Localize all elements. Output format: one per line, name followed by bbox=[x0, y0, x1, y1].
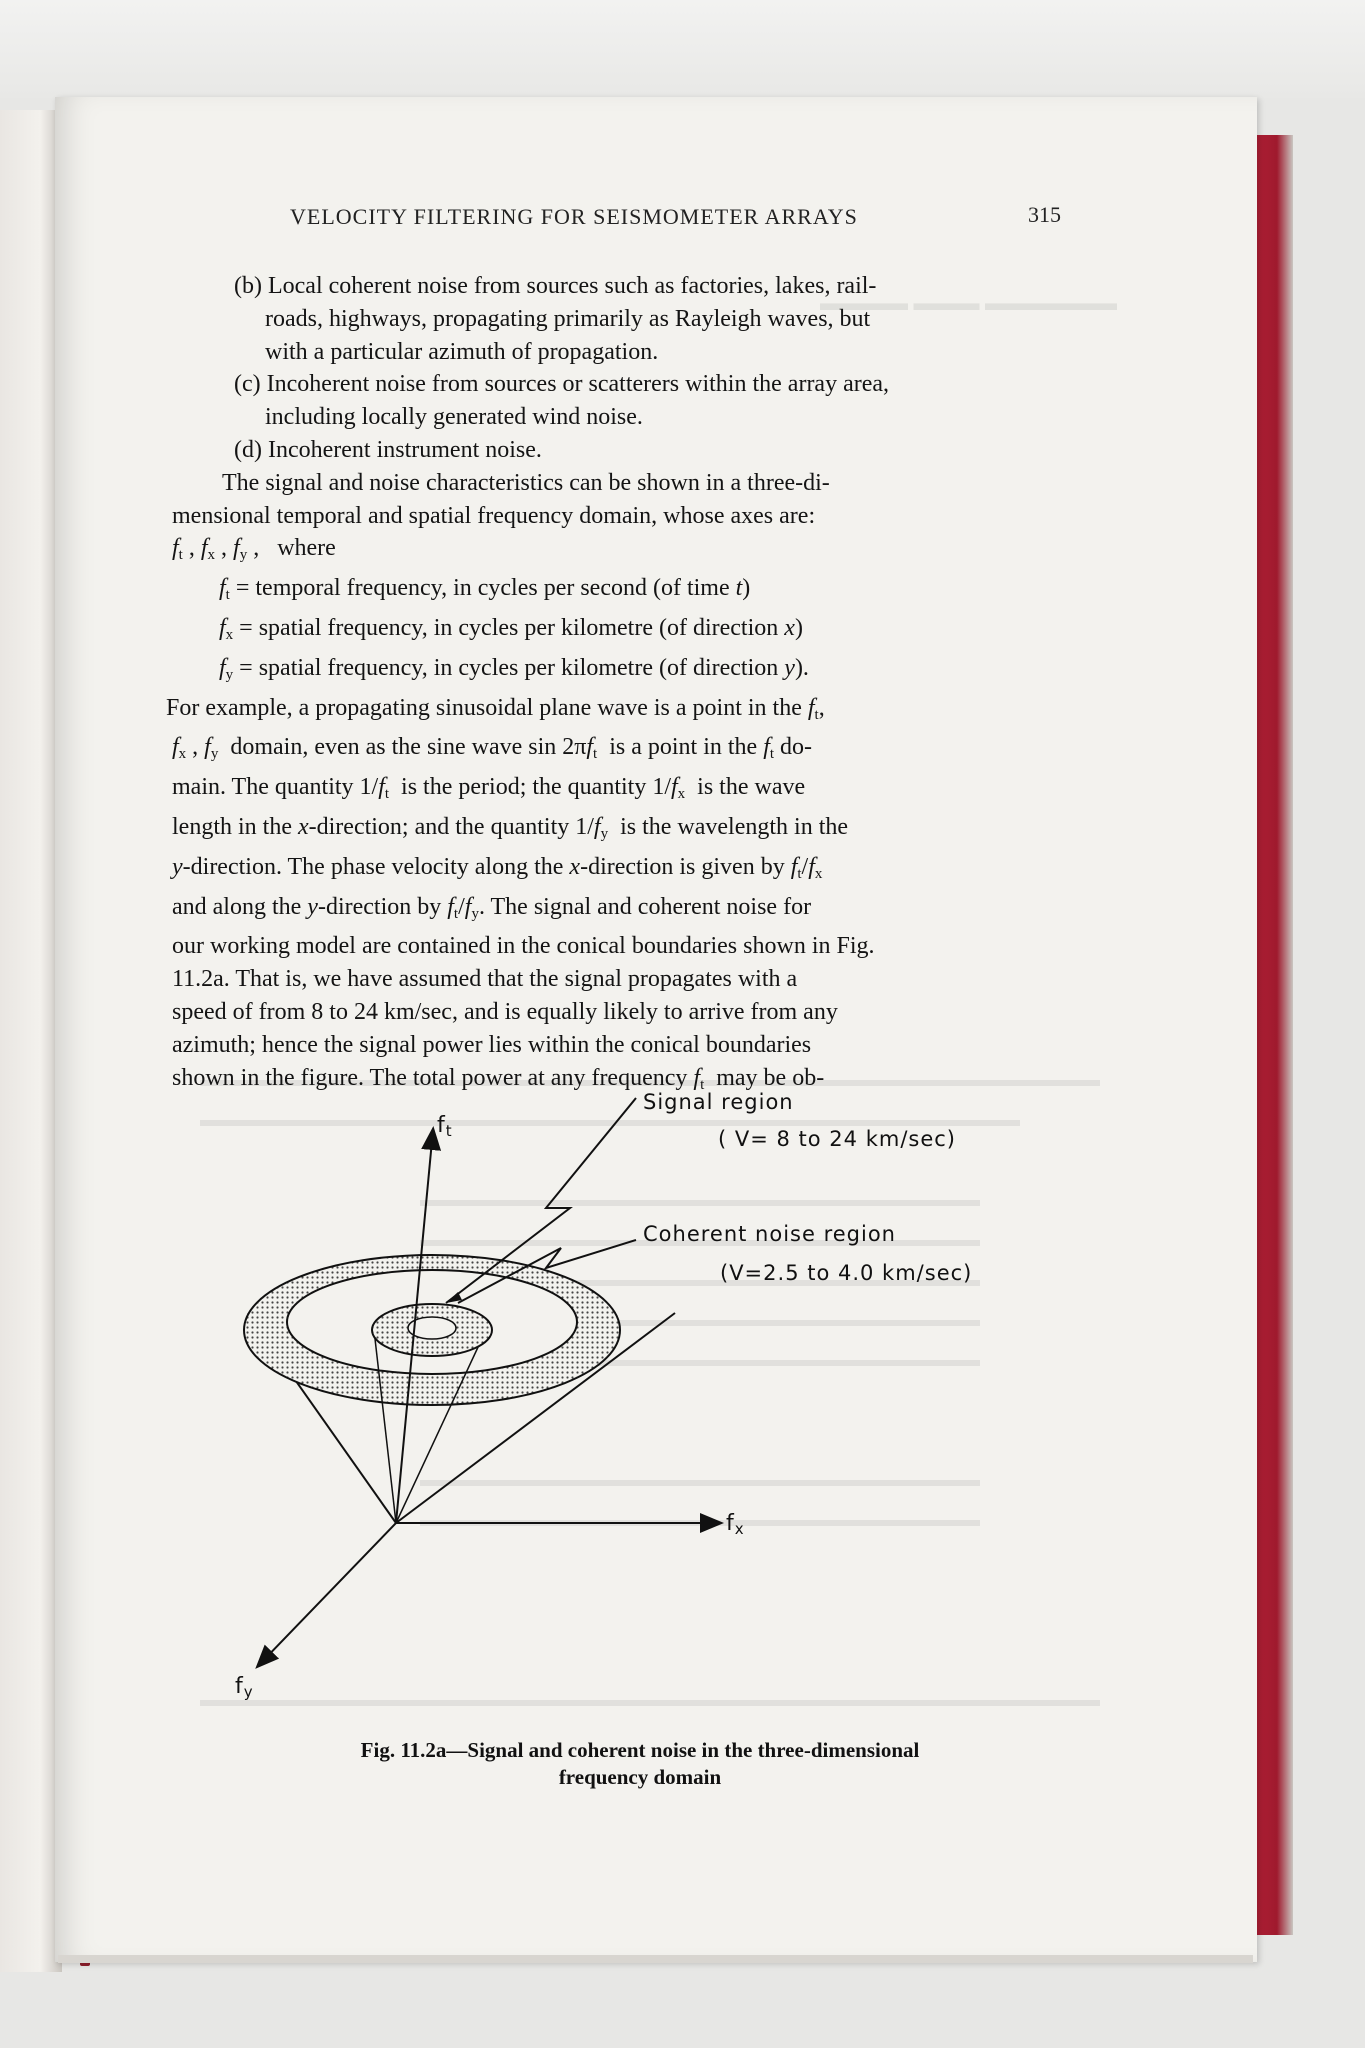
text-fragment: where bbox=[277, 535, 336, 562]
list-text: Incoherent instrument noise. bbox=[267, 436, 542, 463]
text-fragment: is the wave bbox=[697, 774, 806, 801]
text-fragment: shown in the figure. The total power at any frequency bbox=[172, 1064, 688, 1091]
definition-row bbox=[172, 572, 1090, 612]
list-text: Local coherent noise from sources such as factories, lakes, rail- bbox=[267, 273, 877, 299]
text-line: azimuth; hence the signal power lies within the conical boundaries bbox=[172, 1031, 812, 1058]
text-line: For example, a propagating sinusoidal plane wave is a point in the $f_t$, bbox=[166, 694, 825, 723]
list-item bbox=[172, 270, 1090, 368]
text-fragment: and along the bbox=[172, 893, 302, 920]
text-fragment: length in the bbox=[172, 813, 292, 840]
text-fragment: main. The quantity 1/ bbox=[172, 774, 379, 801]
list-text: roads, highways, propagating primarily as Rayleigh waves, but bbox=[265, 305, 871, 332]
text-line: main. The quantity $1/f_t$ is the period; the quantity $1/f_x$ is the wave bbox=[172, 774, 806, 803]
text-fragment: is a point in the bbox=[609, 734, 758, 761]
list-label: (c) bbox=[234, 371, 261, 398]
left-page-edge bbox=[0, 110, 62, 1972]
noise-velocity-range: (V=2.5 to 4.0 km/sec) bbox=[720, 1261, 973, 1285]
text-line: shown in the figure. The total power at any frequency $f_t$ may be ob- bbox=[172, 1064, 825, 1093]
list-label: (d) bbox=[234, 436, 262, 463]
caption-line: frequency domain bbox=[558, 1765, 722, 1789]
text-line: length in the x-direction; and the quantity $1/f_y$ is the wavelength in the bbox=[172, 813, 849, 842]
definition-text: = temporal frequency, in cycles per second (of time bbox=[235, 575, 736, 602]
variable: x bbox=[784, 614, 795, 641]
signal-velocity-range: ( V= 8 to 24 km/sec) bbox=[718, 1127, 956, 1151]
definition-text: = spatial frequency, in cycles per kilometre (of direction bbox=[239, 614, 785, 641]
text-fragment: -direction. The phase velocity along the bbox=[182, 853, 564, 880]
text-line: our working model are contained in the conical boundaries shown in Fig. bbox=[172, 933, 875, 960]
list-item bbox=[172, 368, 1090, 434]
text-fragment: ). bbox=[794, 654, 809, 681]
symbol: f bbox=[219, 614, 226, 641]
text-fragment: For example, a propagating sinusoidal plane wave is a point in the bbox=[166, 694, 802, 721]
symbol-sub: y bbox=[225, 666, 234, 683]
fy-axis-label: $f_y$ bbox=[235, 1674, 254, 1701]
body-text bbox=[166, 270, 1090, 1101]
text-line: 11.2a. That is, we have assumed that the signal propagates with a bbox=[172, 966, 798, 993]
text-fragment: -direction; and the quantity 1/ bbox=[308, 813, 594, 840]
text-fragment: domain, even as the sine wave sin 2π bbox=[230, 734, 587, 761]
caption-line: Fig. 11.2a—Signal and coherent noise in the three-dimensional bbox=[360, 1738, 920, 1762]
text-fragment: do- bbox=[780, 734, 813, 761]
text-fragment: ) bbox=[742, 575, 751, 602]
text-line: speed of from 8 to 24 km/sec, and is equally likely to arrive from any bbox=[172, 998, 838, 1025]
text-fragment: ) bbox=[794, 614, 803, 641]
symbol-sub: t bbox=[225, 587, 230, 604]
text-fragment: -direction is given by bbox=[580, 853, 785, 880]
symbol: f bbox=[219, 575, 226, 602]
signal-region-label: Signal region bbox=[643, 1090, 794, 1114]
text-fragment: may be ob- bbox=[716, 1064, 825, 1091]
ft-axis-label: $f_t$ bbox=[437, 1113, 453, 1140]
text-fragment: is the period; the quantity 1/ bbox=[401, 774, 671, 801]
text-fragment: is the wavelength in the bbox=[620, 813, 849, 840]
variable: y bbox=[784, 654, 795, 681]
text-line: The signal and noise characteristics can be shown in a three-di- bbox=[222, 469, 830, 496]
text-line: y-direction. The phase velocity along the x-direction is given by $f_t/f_x$ bbox=[172, 853, 823, 882]
definition-text: = spatial frequency, in cycles per kilometre (of direction bbox=[239, 654, 785, 681]
variable: t bbox=[735, 575, 743, 602]
background-top bbox=[0, 0, 1365, 98]
running-title: VELOCITY FILTERING FOR SEISMOMETER ARRAYS bbox=[290, 204, 858, 229]
definition-row bbox=[172, 652, 1090, 692]
paragraph bbox=[172, 467, 1090, 500]
list-item bbox=[172, 434, 1090, 467]
page-number: 315 bbox=[1028, 202, 1061, 227]
text-line: and along the y-direction by $f_t/f_y$. The signal and coherent noise for bbox=[172, 893, 812, 922]
list-text: Incoherent noise from sources or scatterers within the array area, bbox=[266, 371, 890, 398]
noise-region-label: Coherent noise region bbox=[643, 1222, 896, 1246]
figure-caption bbox=[260, 1737, 1020, 1791]
list-text: including locally generated wind noise. bbox=[265, 404, 643, 431]
symbol: f bbox=[219, 654, 226, 681]
text-line: $f_t$ , $f_x$ , $f_y$ , where bbox=[172, 535, 336, 564]
text-fragment: . The signal and coherent noise for bbox=[478, 893, 812, 920]
fx-axis-label: $f_x$ bbox=[726, 1511, 745, 1538]
definition-row bbox=[172, 612, 1090, 652]
symbol-sub: x bbox=[225, 626, 234, 643]
page-stack-edge bbox=[58, 1955, 1253, 1963]
text-line: $f_x$ , $f_y$ domain, even as the sine wave $\sin 2\pi f_t$ is a point in the $f_t$ do- bbox=[172, 734, 813, 763]
list-label: (b) bbox=[234, 273, 262, 299]
book-cover-edge bbox=[1253, 135, 1293, 1935]
list-text: with a particular azimuth of propagation. bbox=[265, 338, 659, 365]
text-line: mensional temporal and spatial frequency domain, whose axes are: bbox=[172, 502, 816, 529]
text-fragment: -direction by bbox=[317, 893, 442, 920]
